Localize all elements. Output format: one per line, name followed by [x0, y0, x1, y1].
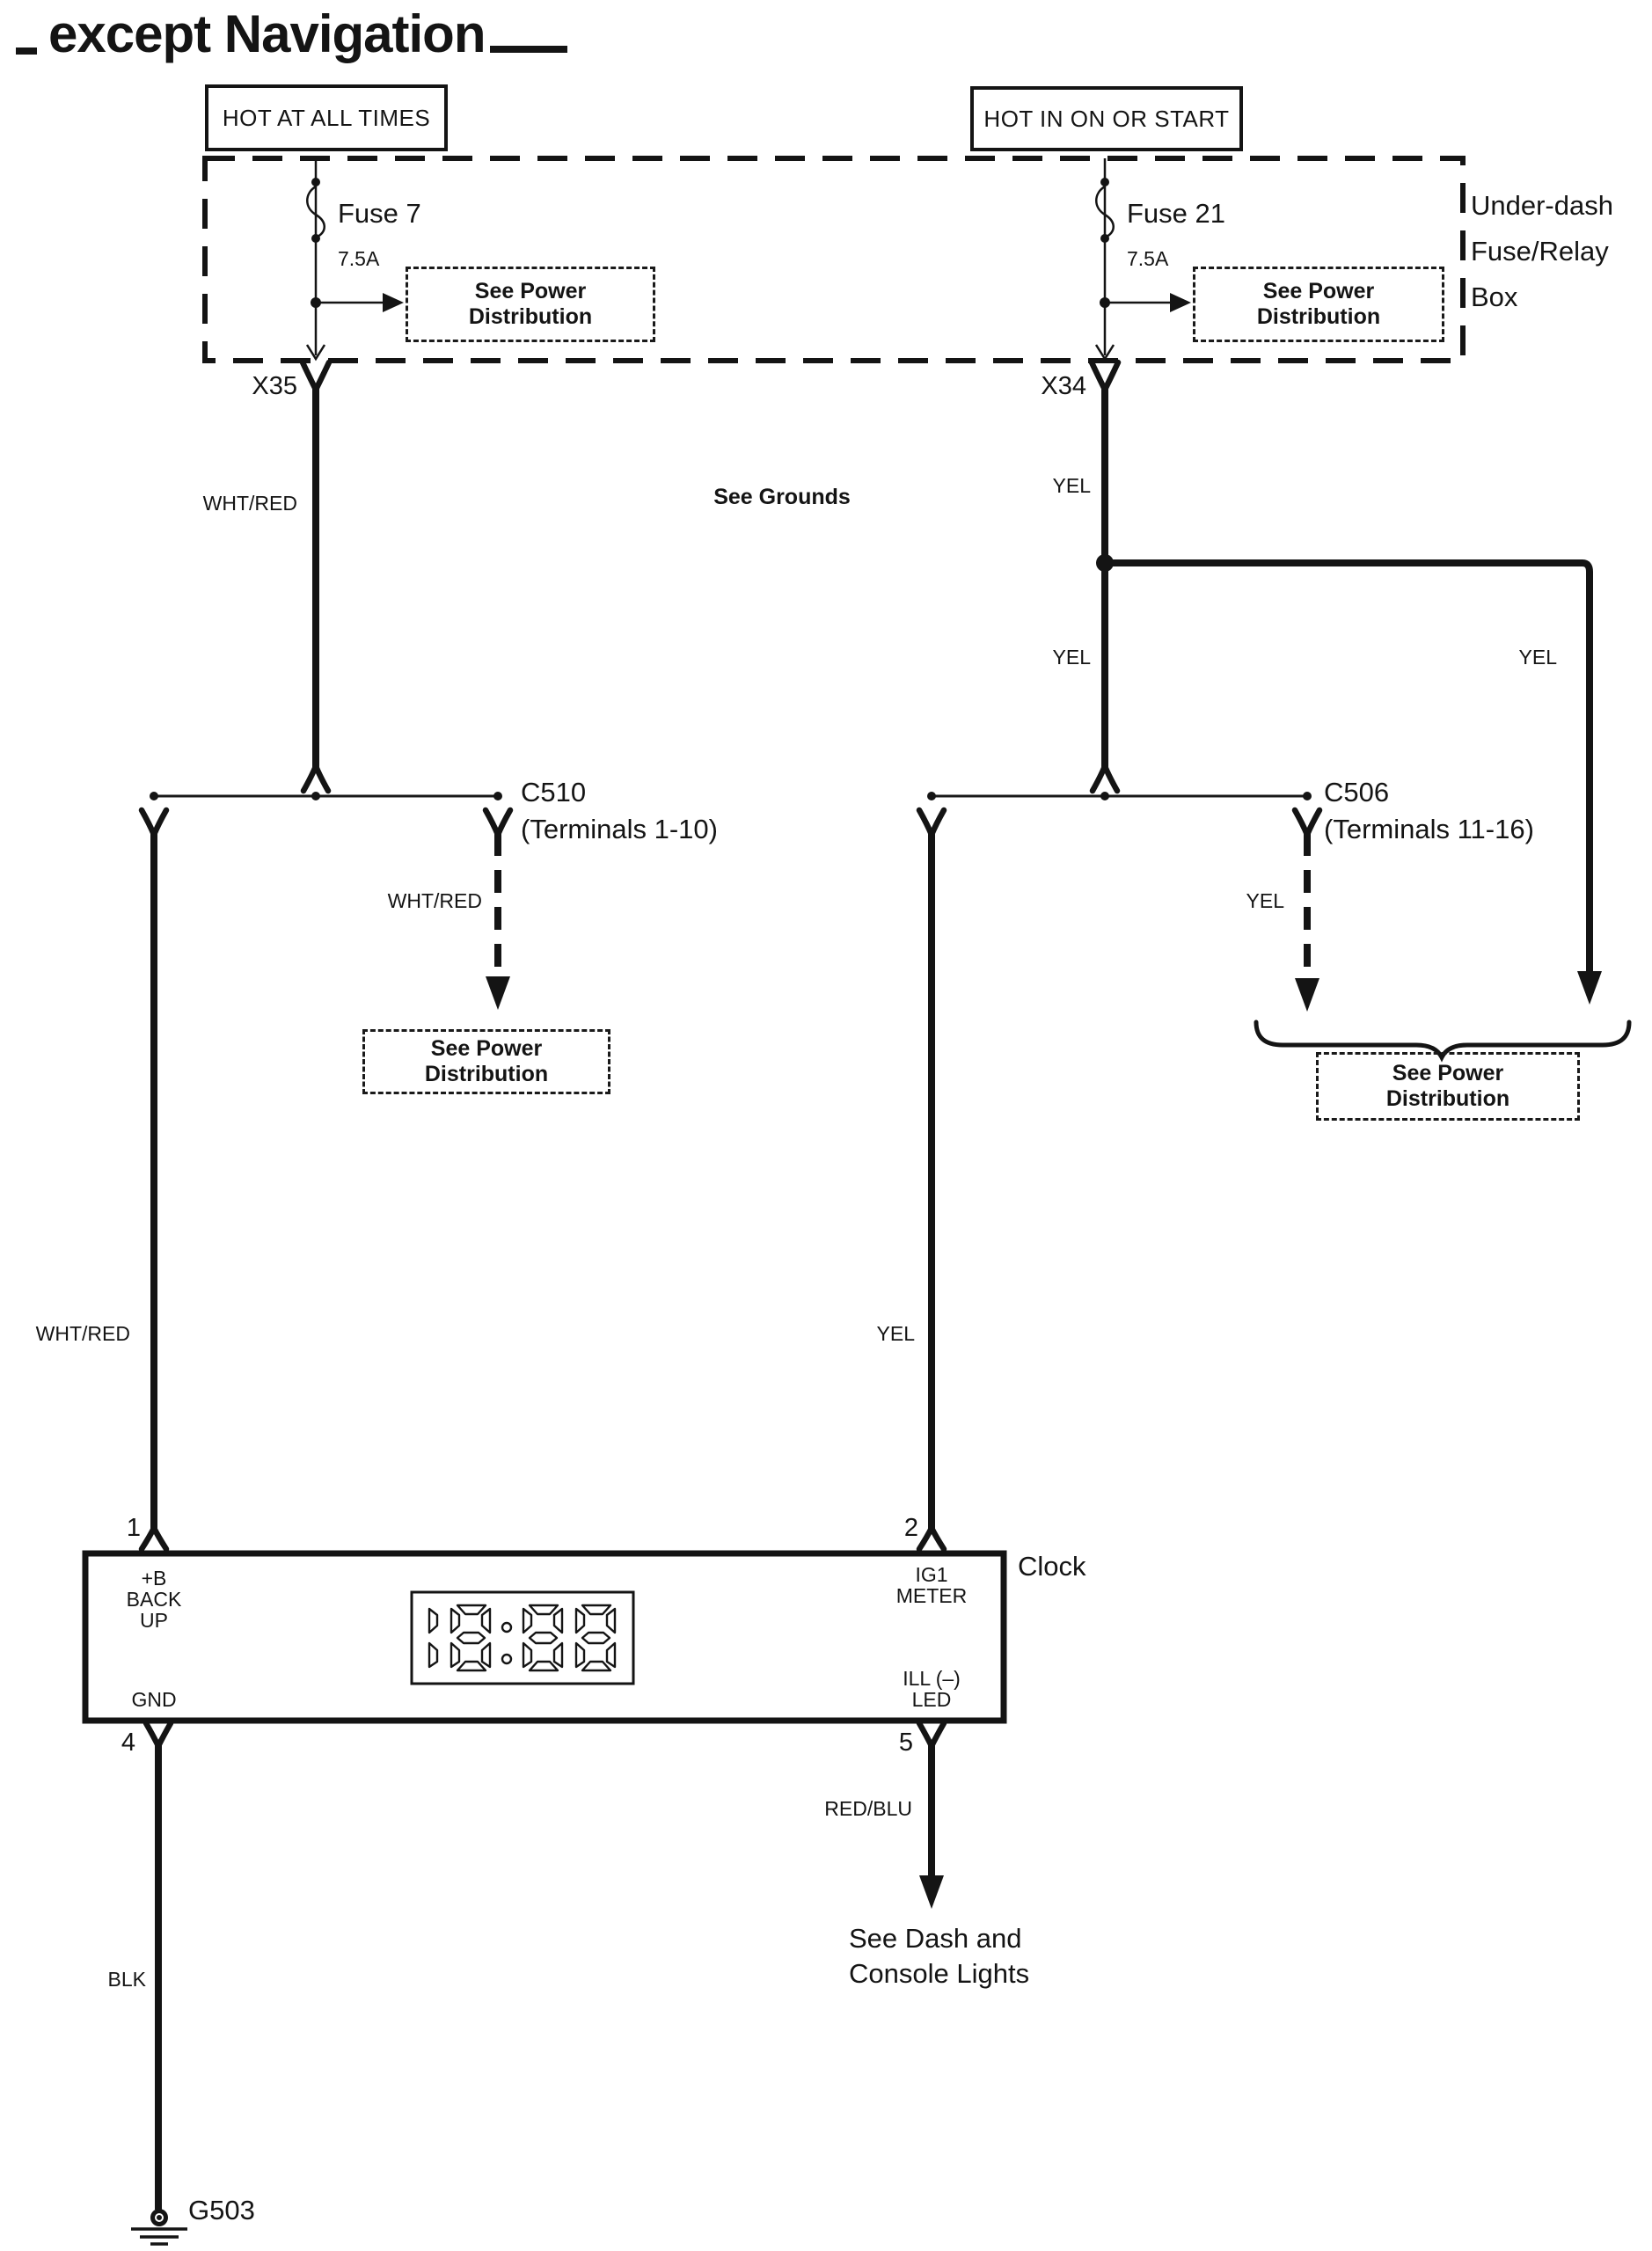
connector-c510-name: C510: [521, 777, 587, 808]
wire-color-yel-upper: YEL: [1052, 474, 1091, 497]
fuse-box-name-line3: Box: [1471, 281, 1518, 312]
hot-in-on-or-start-label: HOT IN ON OR START: [983, 105, 1230, 132]
clock-component-label: Clock: [1018, 1551, 1086, 1582]
fuse-box-name-line2: Fuse/Relay: [1471, 236, 1609, 267]
see-power-note-right: [1316, 1052, 1580, 1121]
wire-color-wht-red-upper: WHT/RED: [202, 492, 297, 515]
wire-color-wht-red-branch: WHT/RED: [387, 889, 482, 912]
clock-pin5-name-line1: ILL (–): [903, 1667, 961, 1690]
page-title: except Navigation: [48, 4, 486, 63]
clock-pin4-name: GND: [131, 1688, 177, 1711]
hot-in-on-or-start-box: [970, 86, 1243, 151]
clock-pin5-number: 5: [898, 1728, 913, 1757]
connector-c506-terminals: (Terminals 11-16): [1324, 814, 1534, 844]
see-power-note-fuse21: [1193, 267, 1444, 342]
connector-x35-label: X35: [252, 372, 297, 400]
see-dash-note-line1: See Dash and: [849, 1923, 1022, 1954]
hot-at-all-times-label: HOT AT ALL TIMES: [222, 104, 431, 131]
see-power-note-line1: See Power: [1262, 279, 1375, 303]
see-power-note-fuse7: [406, 267, 655, 342]
wire-color-yel-lower: YEL: [876, 1322, 915, 1345]
fuse21-label: Fuse 21: [1127, 198, 1226, 229]
hot-at-all-times-box: [205, 84, 448, 151]
see-grounds-note: See Grounds: [713, 485, 851, 509]
see-power-note-line2: Distribution: [424, 1062, 549, 1086]
fuse-box-name: [1471, 183, 1613, 320]
clock-pin1-name-line1: +B: [141, 1567, 167, 1590]
connector-x34-label: X34: [1041, 372, 1086, 400]
wire-color-wht-red-lower: WHT/RED: [35, 1322, 130, 1345]
wire-color-red-blu: RED/BLU: [824, 1797, 912, 1820]
clock-display: [412, 1592, 633, 1684]
see-power-note-line2: Distribution: [468, 304, 593, 329]
connector-c510-terminals: (Terminals 1-10): [521, 814, 718, 844]
ground-symbol: [131, 2209, 187, 2244]
clock-pin5-name-line2: LED: [911, 1688, 952, 1711]
wire-color-yel-mid: YEL: [1052, 646, 1091, 669]
see-power-note-line2: Distribution: [1256, 304, 1381, 329]
see-power-note-line1: See Power: [430, 1036, 543, 1061]
fuse21-rating: 7.5A: [1127, 247, 1169, 270]
see-dash-console-lights-note: [849, 1921, 1029, 1992]
see-power-note-line1: See Power: [474, 279, 587, 303]
see-power-note-left: [362, 1029, 610, 1094]
clock-pin2-number: 2: [903, 1514, 918, 1542]
clock-pin2-name-line2: METER: [895, 1584, 968, 1607]
fuse7-label: Fuse 7: [338, 198, 421, 229]
see-dash-note-line2: Console Lights: [849, 1958, 1030, 1989]
wire-color-yel-branch: YEL: [1246, 889, 1284, 912]
clock-pin2-name-line1: IG1: [915, 1563, 948, 1586]
fuse7-rating: 7.5A: [338, 247, 380, 270]
see-power-note-line1: See Power: [1392, 1061, 1504, 1085]
connector-c506-name: C506: [1324, 777, 1390, 808]
see-power-note-line2: Distribution: [1385, 1086, 1510, 1111]
ground-g503-label: G503: [188, 2195, 255, 2225]
title-dash-right: [490, 46, 567, 53]
wire-color-blk: BLK: [107, 1968, 146, 1991]
fuse-box-name-line1: Under-dash: [1471, 190, 1613, 221]
clock-pin4-number: 4: [121, 1728, 135, 1757]
clock-pin1-name-line3: UP: [140, 1609, 168, 1632]
wire-color-yel-right-feed: YEL: [1518, 646, 1557, 669]
title-dash-left: [16, 48, 37, 55]
clock-pin1-name-line2: BACK: [126, 1588, 182, 1611]
clock-pin1-number: 1: [126, 1514, 141, 1542]
